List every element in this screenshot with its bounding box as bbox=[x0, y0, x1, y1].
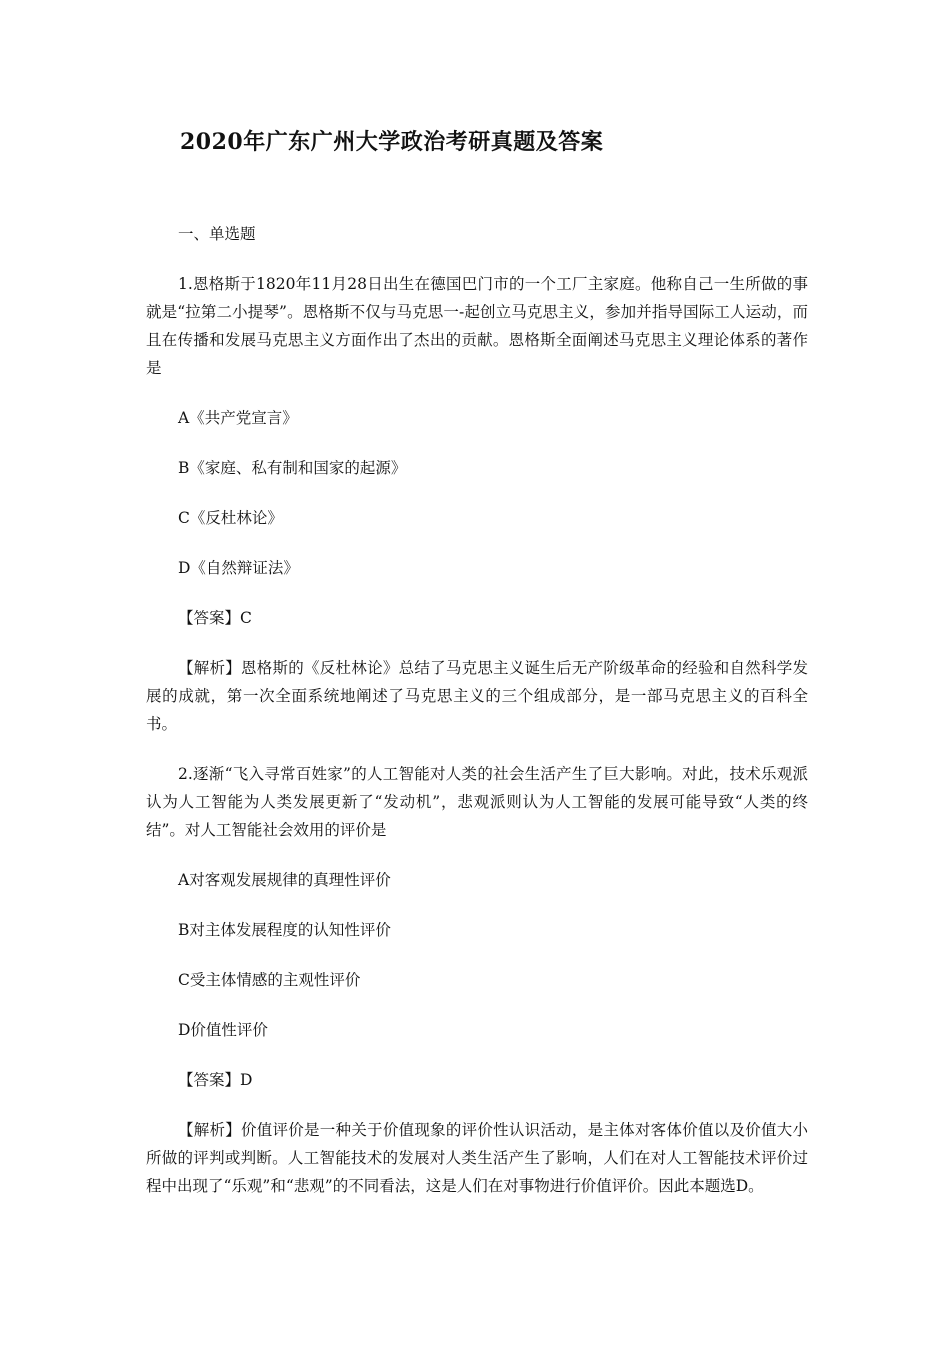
option-d: D价值性评价 bbox=[178, 1021, 268, 1039]
section-heading: 一、单选题 bbox=[178, 225, 256, 243]
question-stem: 1.恩格斯于1820年11月28日出生在德国巴门市的一个工厂主家庭。他称自己一生所做的事就是“拉第二小提琴”。恩格斯不仅与马克思一-起创立马克思主义，参加并指导国际工人运动，而且在传播和发展马克思主义方面作出了杰出的贡献。恩格斯全面阐述马克思主义理论体系的著作是 bbox=[146, 275, 808, 377]
question-1 bbox=[146, 270, 808, 738]
question-stem: 2.逐渐“飞入寻常百姓家”的人工智能对人类的社会生活产生了巨大影响。对此，技术乐观派认为人工智能为人类发展更新了“发动机”，悲观派则认为人工智能的发展可能导致“人类的终结”。对人工智能社会效用的评价是 bbox=[146, 765, 808, 839]
explanation: 【解析】恩格斯的《反杜林论》总结了马克思主义诞生后无产阶级革命的经验和自然科学发展的成就，第一次全面系统地阐述了马克思主义的三个组成部分，是一部马克思主义的百科全书。 bbox=[146, 659, 808, 733]
option-b: B《家庭、私有制和国家的起源》 bbox=[178, 459, 407, 477]
answer-line: 【答案】C bbox=[178, 609, 252, 627]
option-d: D《自然辩证法》 bbox=[178, 559, 299, 577]
option-a: A《共产党宣言》 bbox=[178, 409, 298, 427]
explanation: 【解析】价值评价是一种关于价值现象的评价性认识活动，是主体对客体价值以及价值大小所做的评判或判断。人工智能技术的发展对人类生活产生了影响，人们在对人工智能技术评价过程中出现了“乐观”和“悲观”的不同看法，这是人们在对事物进行价值评价。因此本题选D。 bbox=[146, 1121, 808, 1195]
question-2 bbox=[146, 760, 808, 1200]
option-b: B对主体发展程度的认知性评价 bbox=[178, 921, 391, 939]
option-c: C《反杜林论》 bbox=[178, 509, 283, 527]
option-a: A对客观发展规律的真理性评价 bbox=[178, 871, 391, 889]
document-title: 2020年广东广州大学政治考研真题及答案 bbox=[180, 129, 604, 155]
answer-line: 【答案】D bbox=[178, 1071, 253, 1089]
option-c: C受主体情感的主观性评价 bbox=[178, 971, 361, 989]
